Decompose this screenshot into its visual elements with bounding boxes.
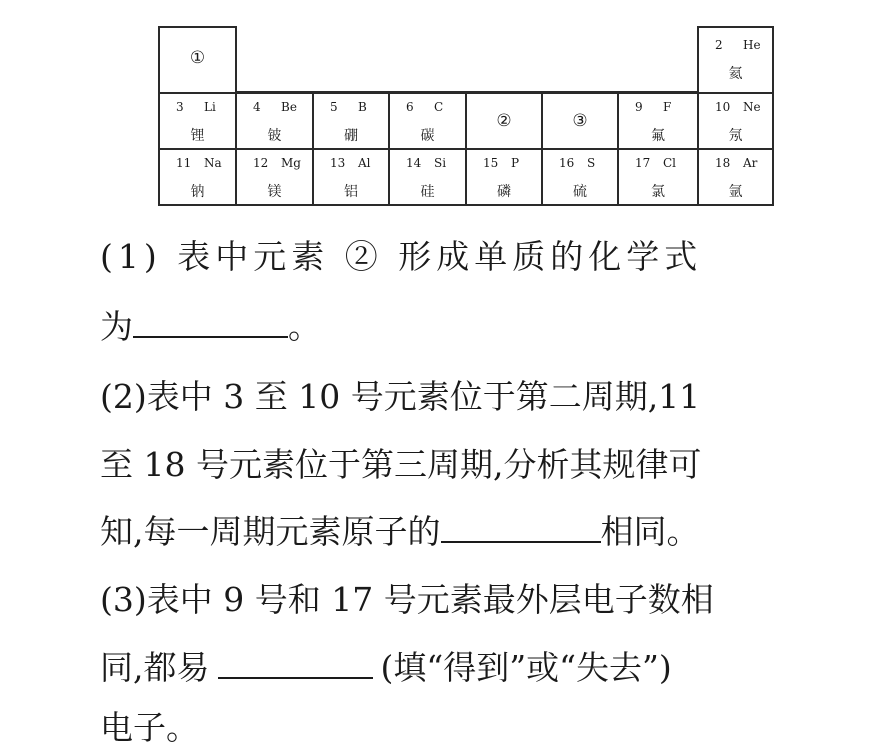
question-text: 知,每一周期元素原子的 xyxy=(100,512,441,551)
atomic-number: 15 xyxy=(483,156,499,170)
element-symbol: Li xyxy=(204,100,216,114)
atomic-number: 6 xyxy=(406,100,414,114)
table-cell-si xyxy=(388,148,467,206)
question-text: (1) 表中元素 ② 形成单质的化学式 xyxy=(100,237,703,276)
table-cell-cl xyxy=(617,148,699,206)
answer-blank-3[interactable] xyxy=(218,649,373,679)
question-text: 为 xyxy=(100,307,133,346)
element-symbol: Si xyxy=(434,156,447,170)
element-symbol: Mg xyxy=(281,156,301,170)
atomic-number: 3 xyxy=(176,100,184,114)
element-name: 氖 xyxy=(728,128,743,144)
atomic-number: 5 xyxy=(330,100,338,114)
atomic-number: 14 xyxy=(406,156,422,170)
question-2-line-2 xyxy=(100,443,701,487)
atomic-number: 18 xyxy=(715,156,731,170)
element-name: 铍 xyxy=(267,128,282,144)
element-symbol: B xyxy=(358,100,367,114)
answer-blank-1[interactable] xyxy=(133,308,288,338)
table-cell-marker-3 xyxy=(541,92,619,150)
table-cell-li xyxy=(158,92,237,150)
atomic-number: 4 xyxy=(253,100,261,114)
table-cell-al xyxy=(312,148,390,206)
question-text: (3)表中 9 号和 17 号元素最外层电子数相 xyxy=(100,580,714,619)
table-cell-helium xyxy=(697,26,774,94)
question-text: (2)表中 3 至 10 号元素位于第二周期,11 xyxy=(100,377,701,416)
element-symbol: Ne xyxy=(743,100,761,114)
question-3-line-1 xyxy=(100,578,714,622)
question-2-line-3 xyxy=(100,510,700,554)
element-symbol: C xyxy=(434,100,444,114)
element-name: 碳 xyxy=(420,128,435,144)
element-name: 镁 xyxy=(267,184,282,200)
atomic-number: 12 xyxy=(253,156,269,170)
table-cell-ne xyxy=(697,92,774,150)
atomic-number: 9 xyxy=(635,100,643,114)
element-symbol: S xyxy=(587,156,596,170)
element-name: 硫 xyxy=(573,184,587,200)
element-name: 氦 xyxy=(728,66,743,82)
question-3-line-3 xyxy=(100,706,199,750)
atomic-number: 11 xyxy=(176,156,192,170)
table-cell-c xyxy=(388,92,467,150)
element-name: 硅 xyxy=(420,184,435,200)
table-cell-s xyxy=(541,148,619,206)
question-text: (填“得到”或“失去”) xyxy=(380,648,672,687)
element-symbol: F xyxy=(663,100,672,114)
table-cell-b xyxy=(312,92,390,150)
table-cell-mg xyxy=(235,148,314,206)
periodic-table-fragment xyxy=(0,0,869,215)
question-text: 同,都易 xyxy=(100,648,210,687)
atomic-number: 13 xyxy=(330,156,346,170)
question-text: 电子。 xyxy=(100,708,199,747)
table-cell-marker-1 xyxy=(158,26,237,94)
table-cell-p xyxy=(465,148,543,206)
atomic-number: 2 xyxy=(715,38,723,52)
cell-marker: ② xyxy=(496,111,512,131)
element-name: 锂 xyxy=(190,128,205,144)
question-3-line-2 xyxy=(100,646,672,690)
element-symbol: Cl xyxy=(663,156,677,170)
question-1-line-2 xyxy=(100,305,321,349)
element-name: 氩 xyxy=(728,184,743,200)
element-symbol: Ar xyxy=(743,156,758,170)
table-cell-f xyxy=(617,92,699,150)
element-symbol: P xyxy=(511,156,520,170)
atomic-number: 16 xyxy=(559,156,575,170)
question-2-line-1 xyxy=(100,375,700,419)
question-text: 相同。 xyxy=(600,512,700,551)
element-name: 磷 xyxy=(497,184,511,200)
element-symbol: He xyxy=(743,38,761,52)
element-symbol: Al xyxy=(358,156,371,170)
question-text: 至 18 号元素位于第三周期,分析其规律可 xyxy=(100,445,702,484)
element-name: 铝 xyxy=(344,184,358,200)
element-name: 硼 xyxy=(344,128,358,144)
element-symbol: Na xyxy=(204,156,222,170)
question-text: 。 xyxy=(288,307,321,346)
answer-blank-2[interactable] xyxy=(441,513,601,543)
element-name: 氟 xyxy=(651,128,665,144)
question-1-line-1 xyxy=(100,235,702,279)
table-cell-be xyxy=(235,92,314,150)
table-cell-ar xyxy=(697,148,774,206)
element-name: 钠 xyxy=(190,184,205,200)
table-cell-na xyxy=(158,148,237,206)
atomic-number: 10 xyxy=(715,100,731,114)
cell-marker: ③ xyxy=(572,111,588,131)
element-name: 氯 xyxy=(651,184,665,200)
element-symbol: Be xyxy=(281,100,297,114)
atomic-number: 17 xyxy=(635,156,651,170)
table-cell-marker-2 xyxy=(465,92,543,150)
cell-marker: ① xyxy=(189,48,206,68)
